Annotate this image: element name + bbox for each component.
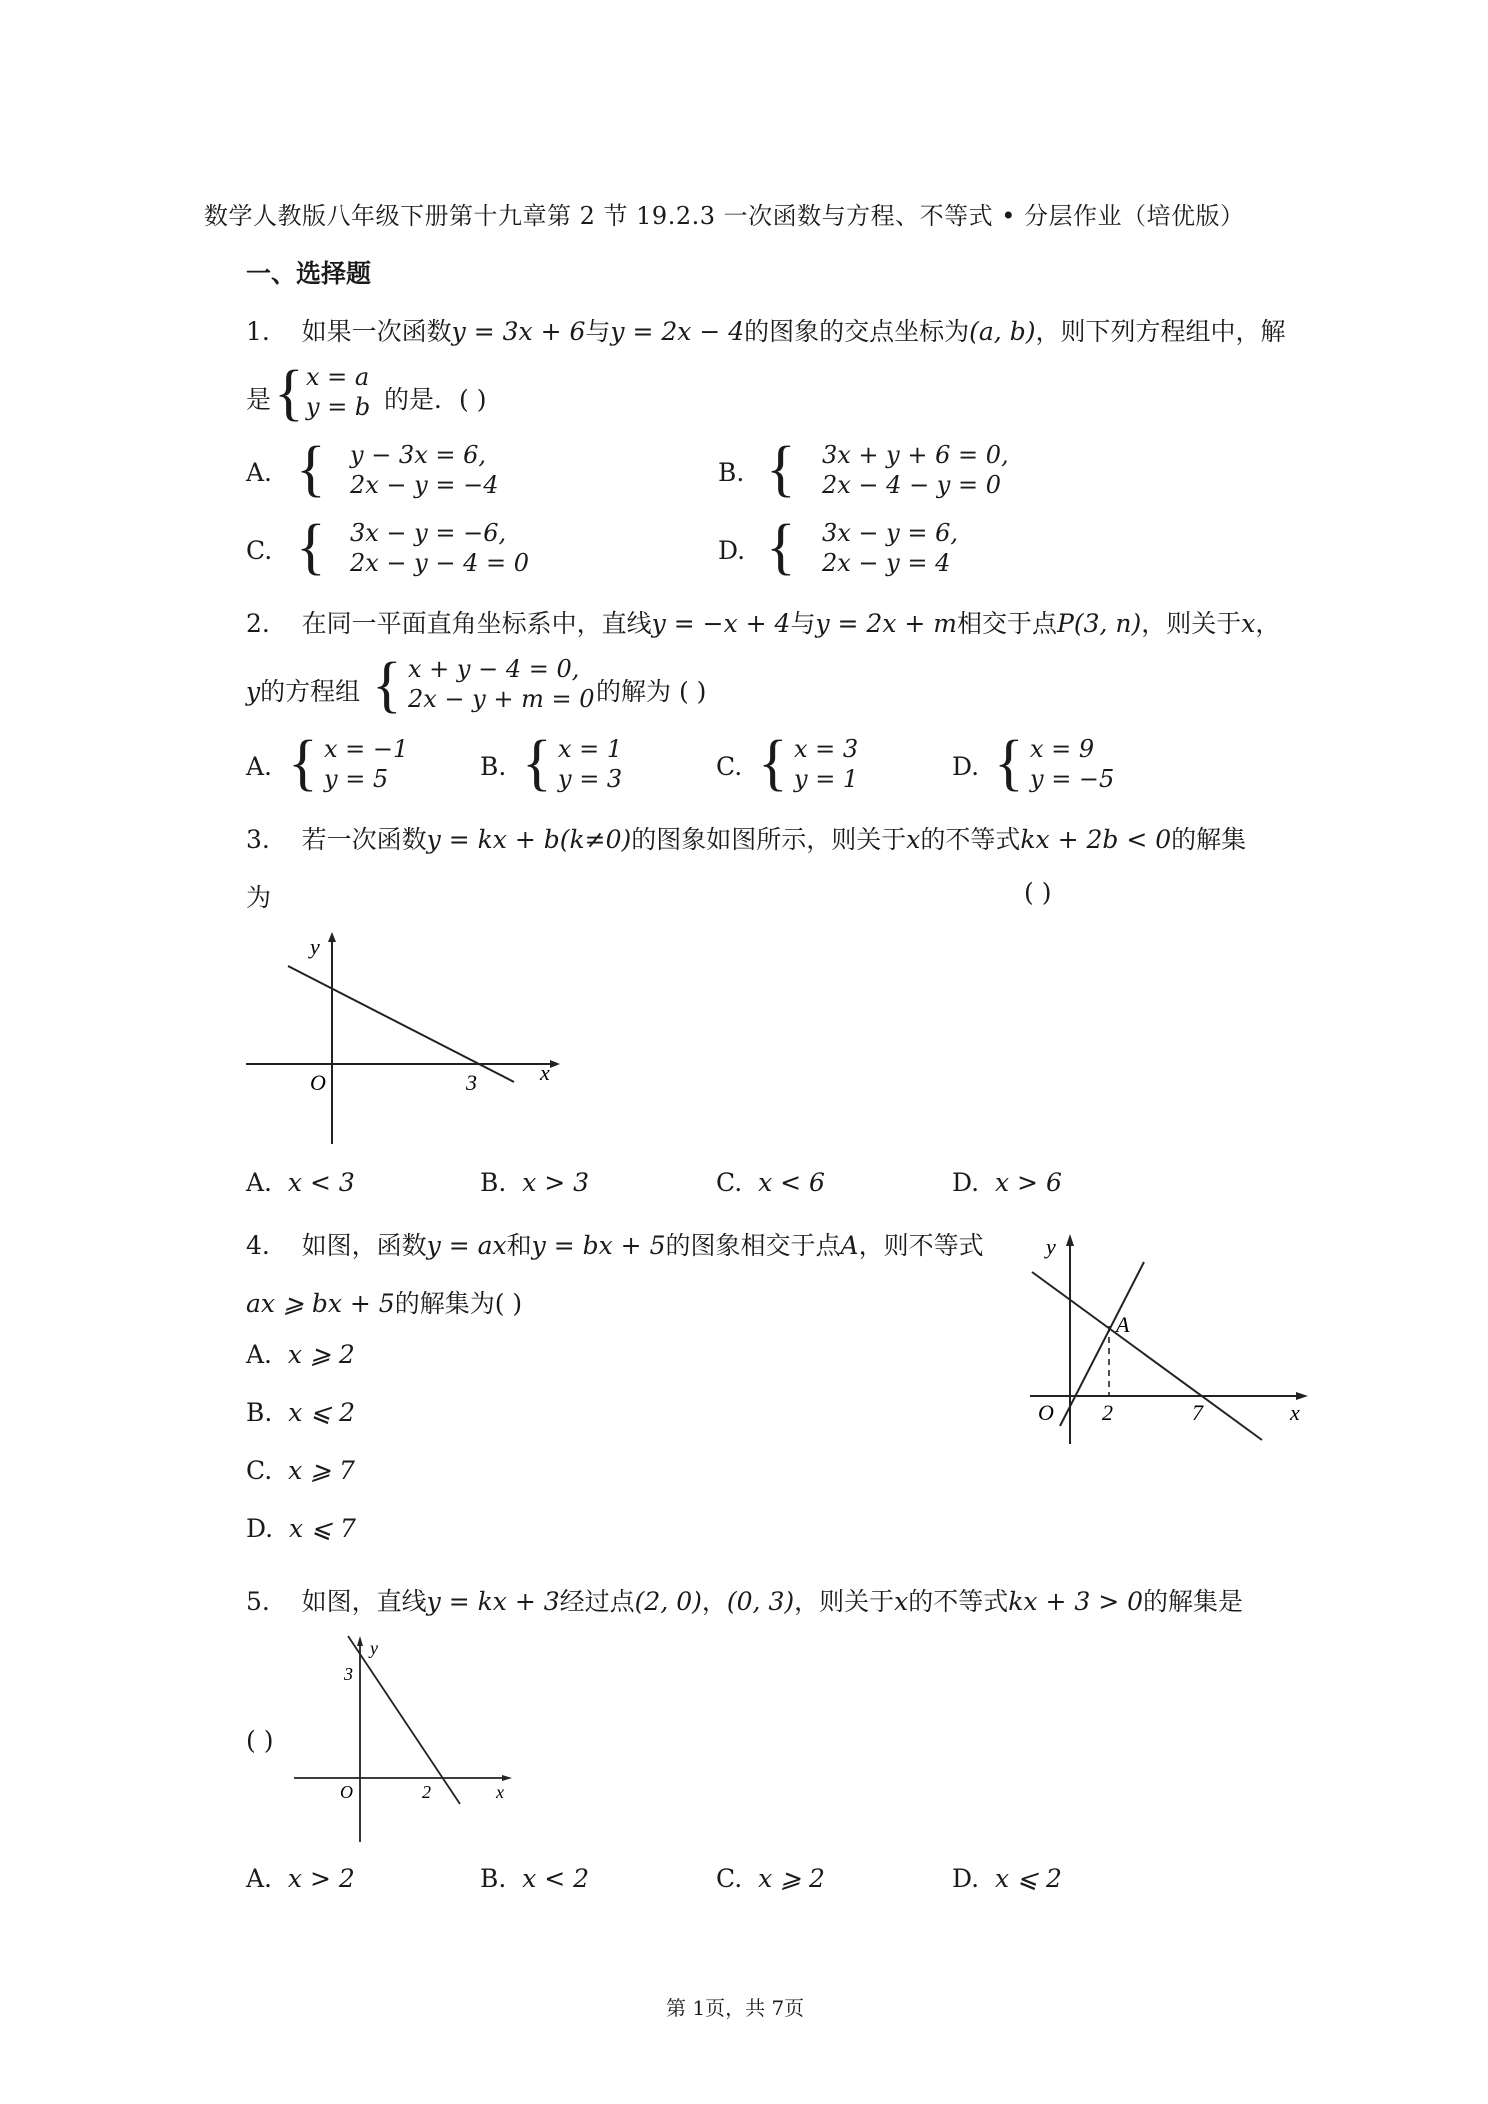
x-axis-label: x <box>540 1060 550 1085</box>
question-text: 与 <box>790 609 816 638</box>
question-text: 经过点 <box>559 1587 635 1616</box>
question-4-line-2 <box>246 1284 522 1320</box>
question-2-system <box>408 654 595 714</box>
formula: P(3, n) <box>1057 609 1142 638</box>
system-brace: { <box>288 729 318 797</box>
system-line: 2x − y = −4 <box>350 471 499 499</box>
formula: (0, 3) <box>726 1587 795 1616</box>
question-text: 的解集是 <box>1143 1587 1244 1616</box>
question-number: 3. <box>246 825 270 854</box>
system-line: y = −5 <box>1030 765 1115 793</box>
option-d-system[interactable] <box>1030 734 1114 794</box>
question-3-graph <box>240 930 560 1150</box>
option-text: x < 2 <box>522 1864 590 1893</box>
option-text: x ⩽ 7 <box>289 1514 356 1543</box>
option-b[interactable] <box>246 1398 355 1427</box>
option-label: C. <box>246 1456 273 1485</box>
system-line: 2x − y − 4 = 0 <box>350 549 530 577</box>
question-text: ， <box>1255 609 1281 638</box>
origin-label: O <box>1038 1400 1054 1425</box>
question-text: ，则下列方程组中，解 <box>1035 317 1286 346</box>
option-c[interactable] <box>716 1168 825 1197</box>
question-text: 相交于点 <box>956 609 1057 638</box>
option-label: C. <box>716 1864 743 1893</box>
formula: x <box>906 825 921 854</box>
formula: y = −x + 4 <box>651 609 791 638</box>
option-label: A. <box>246 1864 273 1893</box>
y-axis-arrow-icon <box>357 1636 363 1646</box>
question-5-line-1 <box>246 1582 1243 1618</box>
system-brace: { <box>372 651 402 719</box>
system-line: y = b <box>306 393 371 421</box>
system-brace: { <box>296 513 326 581</box>
question-text: 和 <box>506 1231 532 1260</box>
y-axis-label: y <box>310 934 320 959</box>
option-c[interactable] <box>716 1864 825 1893</box>
system-line: 3x − y = −6, <box>350 519 507 547</box>
question-text: 在同一平面直角坐标系中，直线 <box>301 609 652 638</box>
x-axis-arrow-icon <box>1296 1392 1308 1400</box>
system-line: 3x − y = 6, <box>822 519 958 547</box>
option-text: x ⩾ 2 <box>758 1864 825 1893</box>
formula: x <box>894 1587 909 1616</box>
formula: y = 2x + m <box>815 609 957 638</box>
option-text: x < 6 <box>758 1168 825 1197</box>
option-text: x < 3 <box>287 1168 355 1197</box>
question-4-graph <box>1026 1224 1310 1450</box>
question-text: 的方程组 <box>260 677 361 706</box>
option-label: D. <box>952 1864 980 1893</box>
formula: kx + 3 > 0 <box>1008 1587 1143 1616</box>
system-line: 2x − 4 − y = 0 <box>822 471 1002 499</box>
option-c-system[interactable] <box>794 734 858 794</box>
option-b-system[interactable] <box>822 440 1009 500</box>
option-label: C. <box>716 1168 743 1197</box>
option-label: B. <box>480 1864 507 1893</box>
question-text: 的图象的交点坐标为 <box>744 317 970 346</box>
option-text: x > 2 <box>287 1864 355 1893</box>
option-b-label[interactable]: B. <box>718 458 745 487</box>
option-text: x > 3 <box>522 1168 590 1197</box>
option-text: x ⩾ 2 <box>287 1340 355 1369</box>
origin-label: O <box>310 1070 326 1095</box>
question-1-line-1 <box>246 312 1285 348</box>
y-axis-arrow-icon <box>1066 1234 1074 1246</box>
formula: A <box>840 1231 859 1260</box>
page-footer: 第 1页，共 7页 <box>666 1996 805 2020</box>
option-c[interactable] <box>246 1456 355 1485</box>
option-d-label[interactable]: D. <box>718 536 746 565</box>
question-number: 5. <box>246 1587 270 1616</box>
x-tick-label: 2 <box>1102 1400 1113 1425</box>
question-text: 的图象相交于点 <box>665 1231 841 1260</box>
question-text: 的图象如图所示，则关于 <box>631 825 907 854</box>
system-brace: { <box>758 729 788 797</box>
formula: (2, 0) <box>634 1587 702 1616</box>
x-tick-label: 2 <box>422 1782 431 1802</box>
option-d[interactable] <box>246 1514 356 1543</box>
option-text: x > 6 <box>995 1168 1062 1197</box>
question-4-line-1 <box>246 1226 984 1262</box>
option-a-label[interactable]: A. <box>246 752 273 781</box>
system-line: y = 3 <box>558 765 623 793</box>
question-text: 的不等式 <box>920 825 1021 854</box>
option-label: B. <box>246 1398 273 1427</box>
x-axis-label: x <box>1290 1400 1300 1425</box>
y-axis-arrow-icon <box>328 932 336 942</box>
option-text: x ⩽ 2 <box>288 1398 356 1427</box>
option-text: x ⩽ 2 <box>995 1864 1062 1893</box>
option-d[interactable] <box>952 1168 1062 1197</box>
y-axis-label: y <box>370 1638 378 1658</box>
question-number: 4. <box>246 1231 270 1260</box>
origin-label: O <box>340 1782 353 1802</box>
question-number: 2. <box>246 609 270 638</box>
system-brace: { <box>766 513 796 581</box>
option-c-label[interactable]: C. <box>246 536 273 565</box>
formula: y <box>246 677 261 706</box>
system-line: x = −1 <box>324 735 409 763</box>
option-d-label[interactable]: D. <box>952 752 980 781</box>
option-label: A. <box>246 1340 273 1369</box>
option-b[interactable] <box>480 1168 589 1197</box>
x-axis-arrow-icon <box>502 1775 512 1781</box>
x-tick-label: 3 <box>466 1070 477 1095</box>
question-text: 的解集为( ) <box>394 1289 523 1318</box>
question-text: 的不等式 <box>908 1587 1009 1616</box>
question-text: 若一次函数 <box>301 825 427 854</box>
question-text: 如图，函数 <box>301 1231 427 1260</box>
option-a-system[interactable] <box>324 734 408 794</box>
system-line: 3x + y + 6 = 0, <box>822 441 1009 469</box>
x-axis-label: x <box>496 1782 504 1802</box>
system-line: x = a <box>306 363 370 391</box>
question-text: 的解集 <box>1171 825 1247 854</box>
system-line: 2x − y + m = 0 <box>408 685 595 713</box>
formula: x <box>1241 609 1256 638</box>
system-line: 2x − y = 4 <box>822 549 951 577</box>
formula: y = ax <box>426 1231 507 1260</box>
question-2-tail: 的解为 ( ) <box>596 677 707 706</box>
formula: ax ⩾ bx + 5 <box>246 1289 395 1318</box>
x-tick-label: 7 <box>1192 1400 1203 1425</box>
formula: y = kx + 3 <box>426 1587 560 1616</box>
question-text: 与 <box>585 317 611 346</box>
intersection-label: A <box>1116 1312 1130 1337</box>
system-line: x = 9 <box>1030 735 1095 763</box>
formula: y = 3x + 6 <box>451 317 586 346</box>
option-b-system[interactable] <box>558 734 622 794</box>
question-2-line-1 <box>246 604 1280 640</box>
option-label: D. <box>246 1514 274 1543</box>
option-a[interactable] <box>246 1864 355 1893</box>
option-label: B. <box>480 1168 507 1197</box>
system-line: y = 1 <box>794 765 859 793</box>
section-heading: 一、选择题 <box>246 259 372 288</box>
answer-system <box>306 362 370 422</box>
system-brace: { <box>994 729 1024 797</box>
option-label: D. <box>952 1168 980 1197</box>
option-d-system[interactable] <box>822 518 958 578</box>
question-text: 如果一次函数 <box>301 317 452 346</box>
system-line: x = 3 <box>794 735 859 763</box>
system-brace: { <box>274 359 304 427</box>
option-a-system[interactable] <box>350 440 498 500</box>
formula: kx + 2b < 0 <box>1020 825 1172 854</box>
option-c-system[interactable] <box>350 518 529 578</box>
option-a[interactable] <box>246 1340 355 1369</box>
page-title: 数学人教版八年级下册第十九章第 2 节 19.2.3 一次函数与方程、不等式 • 分层作业（培优版） <box>204 202 1245 230</box>
system-brace: { <box>766 435 796 503</box>
answer-paren: ( ) <box>1024 878 1052 907</box>
system-line: x + y − 4 = 0, <box>408 655 580 683</box>
formula: y = 2x − 4 <box>610 317 745 346</box>
answer-paren: ( ) <box>246 1726 274 1755</box>
y-tick-label: 3 <box>344 1664 353 1684</box>
system-line: y = 5 <box>324 765 389 793</box>
question-2-line-2-lead <box>246 672 360 708</box>
question-3-line-2: 为 <box>246 883 272 912</box>
option-text: x ⩾ 7 <box>288 1456 355 1485</box>
question-1-line-2: 是 <box>246 385 272 414</box>
formula: (a, b) <box>969 317 1036 346</box>
question-text: ， <box>701 1587 727 1616</box>
system-brace: { <box>296 435 326 503</box>
option-a-label[interactable]: A. <box>246 458 273 487</box>
option-b[interactable] <box>480 1864 589 1893</box>
y-axis-label: y <box>1046 1234 1056 1259</box>
option-d[interactable] <box>952 1864 1062 1893</box>
option-label: A. <box>246 1168 273 1197</box>
question-3-line-1 <box>246 820 1246 856</box>
question-text: ，则不等式 <box>858 1231 984 1260</box>
formula: y = kx + b(k≠0) <box>426 825 632 854</box>
question-number: 1. <box>246 317 270 346</box>
question-1-tail: 的是．( ) <box>384 385 487 414</box>
formula: y = bx + 5 <box>531 1231 666 1260</box>
system-line: y − 3x = 6, <box>350 441 486 469</box>
system-brace: { <box>522 729 552 797</box>
option-b-label[interactable]: B. <box>480 752 507 781</box>
system-line: x = 1 <box>558 735 623 763</box>
question-text: ，则关于 <box>794 1587 895 1616</box>
question-text: ，则关于 <box>1141 609 1242 638</box>
x-axis-arrow-icon <box>550 1060 560 1068</box>
option-a[interactable] <box>246 1168 355 1197</box>
option-c-label[interactable]: C. <box>716 752 743 781</box>
question-text: 如图，直线 <box>301 1587 427 1616</box>
question-5-graph <box>290 1630 520 1850</box>
